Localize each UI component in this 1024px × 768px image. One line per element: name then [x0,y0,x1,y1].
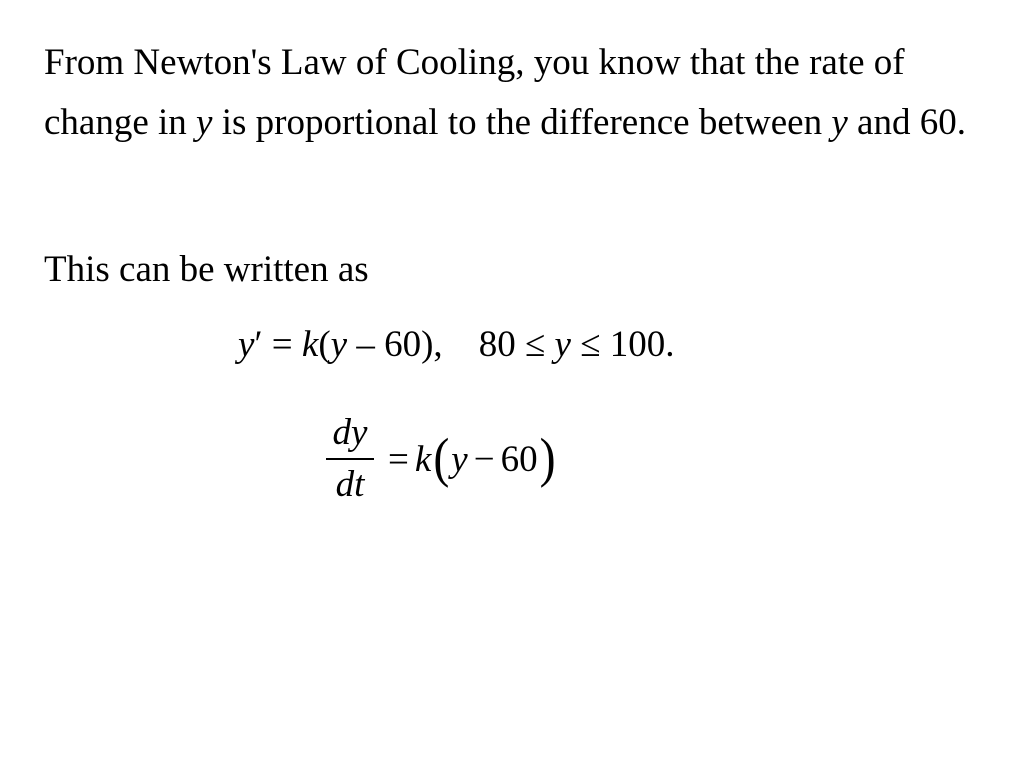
para1-text-b: is proportional to the difference between [212,102,832,143]
eq1-k: k [301,324,319,365]
written-as-paragraph: This can be written as [44,249,369,290]
eq1-inner-y: y [330,324,348,365]
eq1-y: y [238,324,255,365]
eq2-y: y [451,438,468,480]
eq2-equals: = [388,438,409,480]
eq1-minus: – [347,324,385,365]
para1-text-a: From Newton's Law of Cooling, you know that the rate of change in [44,42,905,143]
eq1-lower-bound: 80 ≤ [478,324,555,365]
fraction-bar [326,458,374,460]
eq2-open-paren: ( [433,427,450,489]
newton-cooling-paragraph [44,33,994,153]
eq2-minus: − [473,438,495,480]
eq1-prime: ′ [254,324,263,365]
fraction-numerator: dy [332,412,368,453]
eq1-open-paren: ( [318,324,331,365]
eq2-close-paren: ) [539,427,556,489]
fraction-denominator: dt [335,464,365,505]
variable-y: y [831,102,848,143]
eq2-constant: 60 [500,438,538,480]
eq1-range-y: y [554,324,571,365]
differential-equation-fraction [326,404,558,514]
eq1-equals: = [271,324,293,365]
eq1-constant: 60 [384,324,422,365]
differential-equation-prime [238,315,675,375]
eq1-close: ), [421,324,443,365]
eq2-k: k [414,438,432,480]
eq1-upper-bound: ≤ 100. [570,324,675,365]
para1-text-c: and 60. [847,102,966,143]
dy-dt-fraction [326,412,374,506]
variable-y: y [196,102,213,143]
